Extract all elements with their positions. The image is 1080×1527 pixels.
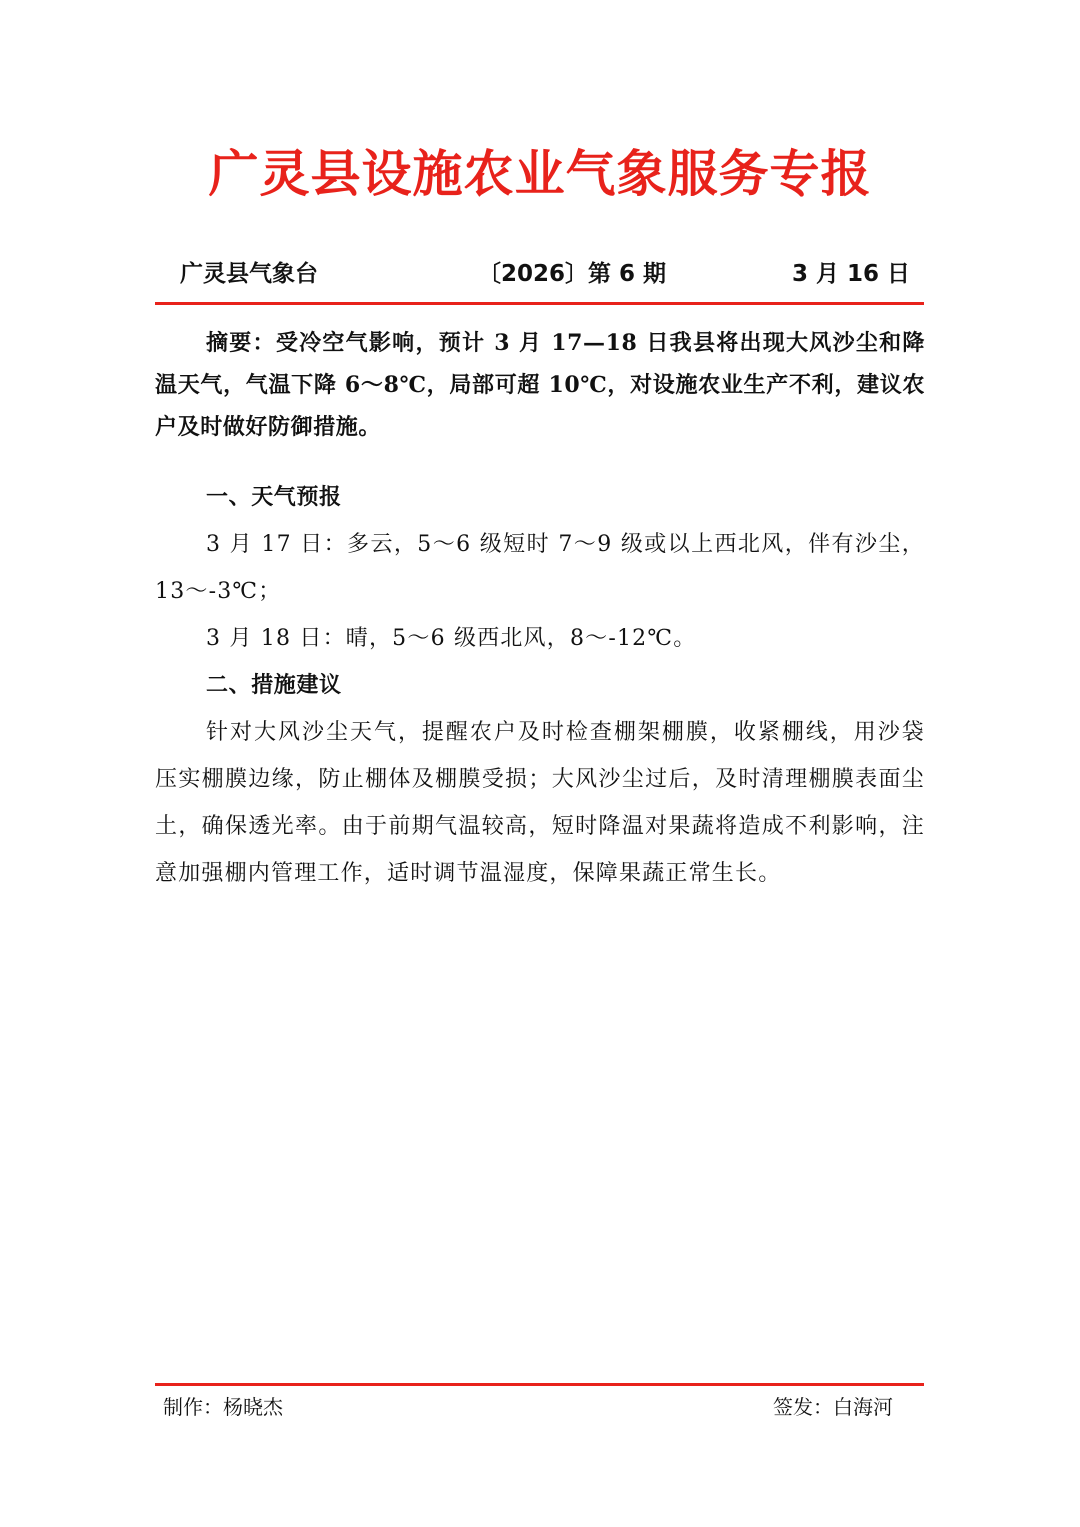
signer-credit: 签发：白海河 xyxy=(773,1395,893,1419)
forecast-day-1: 3 月 17 日：多云，5～6 级短时 7～9 级或以上西北风，伴有沙尘，13～-3℃； xyxy=(155,532,925,604)
footer-divider xyxy=(155,1383,924,1386)
issue-number: 〔2026〕第 6 期 xyxy=(478,261,667,287)
forecast-day-2: 3 月 18 日：晴，5～6 级西北风，8～-12℃。 xyxy=(206,626,697,651)
issuing-agency: 广灵县气象台 xyxy=(180,261,318,287)
report-body xyxy=(155,322,925,897)
author-credit: 制作：杨晓杰 xyxy=(163,1395,283,1419)
section-heading-measures: 二、措施建议 xyxy=(206,672,342,698)
section-heading-forecast: 一、天气预报 xyxy=(206,484,342,510)
abstract-paragraph: 摘要：受冷空气影响，预计 3 月 17—18 日我县将出现大风沙尘和降温天气，气温下降 6～8℃，局部可超 10℃，对设施农业生产不利，建议农户及时做好防御措施。 xyxy=(155,330,925,440)
report-title: 广灵县设施农业气象服务专报 xyxy=(208,144,872,203)
issue-date: 3 月 16 日 xyxy=(792,261,911,287)
header-divider xyxy=(155,302,924,305)
measures-paragraph: 针对大风沙尘天气，提醒农户及时检查棚架棚膜，收紧棚线，用沙袋压实棚膜边缘，防止棚体及棚膜受损；大风沙尘过后，及时清理棚膜表面尘土，确保透光率。由于前期气温较高，短时降温对果蔬将造成不利影响，注意加强棚内管理工作，适时调节温湿度，保障果蔬正常生长。 xyxy=(155,720,925,886)
